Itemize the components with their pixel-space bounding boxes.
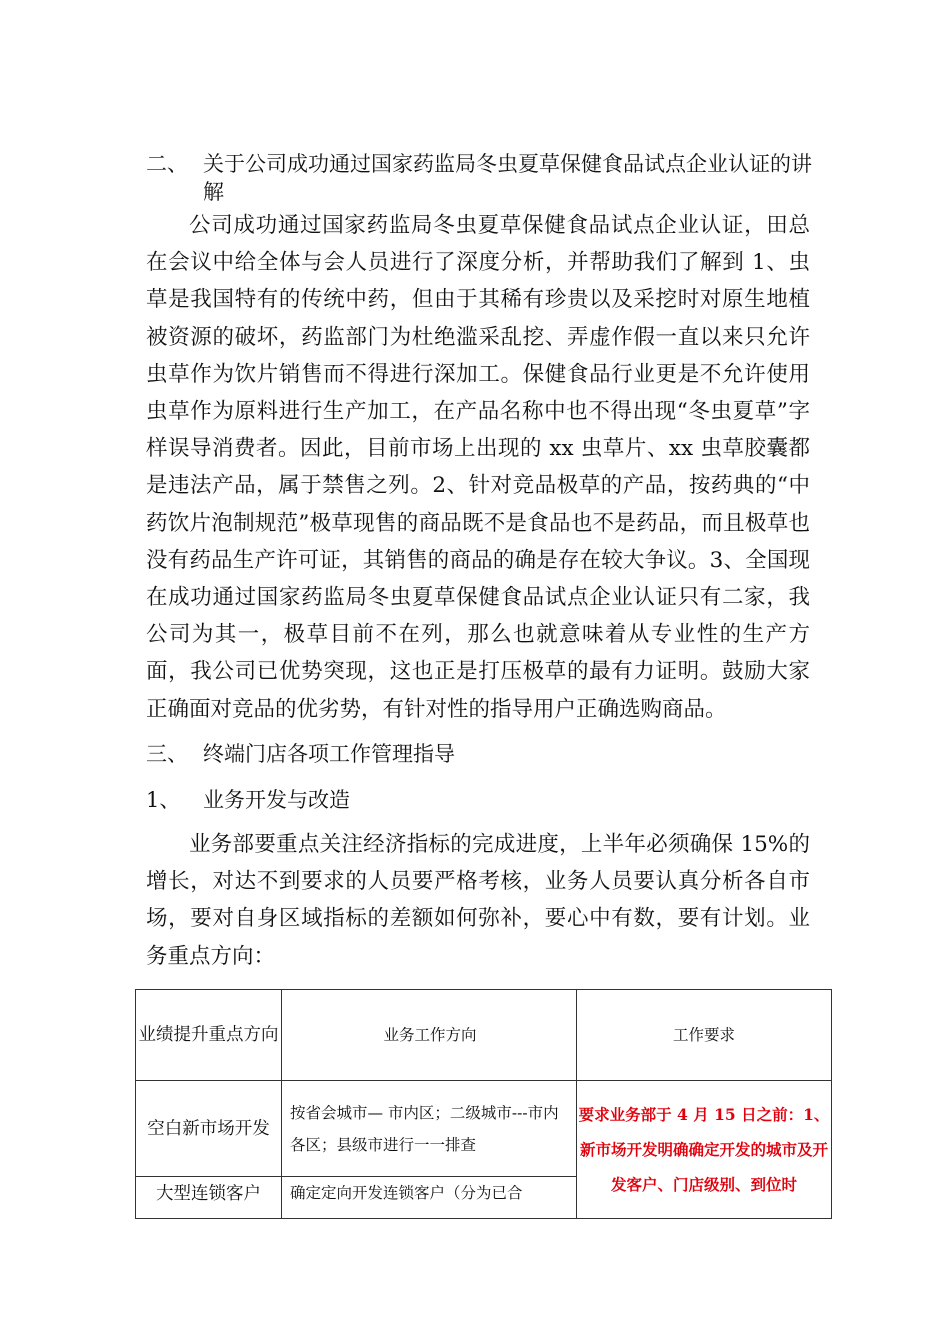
row-1-requirement: 要求业务部于 4 月 15 日之前：1、新市场开发明确确定开发的城市及开发客户、门店级别、到位时 bbox=[577, 1081, 832, 1219]
row-1-direction: 按省会城市— 市内区；二级城市---市内各区；县级市进行一一排查 bbox=[282, 1081, 577, 1177]
section-3-title: 终端门店各项工作管理指导 bbox=[203, 742, 455, 766]
subsection-1-number: 1、 bbox=[146, 788, 181, 812]
business-direction-table bbox=[135, 989, 832, 1219]
paragraph-business-focus: 业务部要重点关注经济指标的完成进度，上半年必须确保 15%的增长，对达不到要求的人员要严格考核，业务人员要认真分析各自市场，要对自身区域指标的差额如何弥补，要心中有数，要有计划。业务重点方向： bbox=[146, 832, 810, 969]
row-1-focus: 空白新市场开发 bbox=[136, 1081, 282, 1177]
section-2-number: 二、 bbox=[146, 152, 188, 176]
table-row bbox=[136, 1081, 832, 1177]
section-3-number: 三、 bbox=[146, 742, 188, 766]
header-focus: 业绩提升重点方向 bbox=[136, 990, 282, 1081]
header-direction: 业务工作方向 bbox=[282, 990, 577, 1081]
paragraph-certification: 公司成功通过国家药监局冬虫夏草保健食品试点企业认证，田总在会议中给全体与会人员进行了深度分析，并帮助我们了解到 1、虫草是我国特有的传统中药，但由于其稀有珍贵以及采挖时对原生地植被资源的破坏，药监部门为杜绝滥采乱挖、弄虚作假一直以来只允许虫草作为饮片销售而不得进行深加工。保健食品行业更是不允许使用虫草作为原料进行生产加工，在产品名称中也不得出现“冬虫夏草”字样误导消费者。因此，目前市场上出现的 xx 虫草片、xx 虫草胶囊都是违法产品，属于禁售之列。2、针对竞品极草的产品，按药典的“中药饮片泡制规范”极草现售的商品既不是食品也不是药品，而且极草也没有药品生产许可证，其销售的商品的确是存在较大争议。3、全国现在成功通过国家药监局冬虫夏草保健食品试点企业认证只有二家，我公司为其一，极草目前不在列，那么也就意味着从专业性的生产方面，我公司已优势突现，这也正是打压极草的最有力证明。鼓励大家正确面对竞品的优劣势，有针对性的指导用户正确选购商品。 bbox=[146, 213, 810, 722]
table-header-row bbox=[136, 990, 832, 1081]
row-2-direction: 确定定向开发连锁客户（分为已合 bbox=[282, 1177, 577, 1219]
row-2-focus: 大型连锁客户 bbox=[136, 1177, 282, 1219]
header-requirement: 工作要求 bbox=[577, 990, 832, 1081]
subsection-1-title: 业务开发与改造 bbox=[203, 788, 350, 812]
section-2-title: 关于公司成功通过国家药监局冬虫夏草保健食品试点企业认证的讲解 bbox=[203, 152, 812, 204]
